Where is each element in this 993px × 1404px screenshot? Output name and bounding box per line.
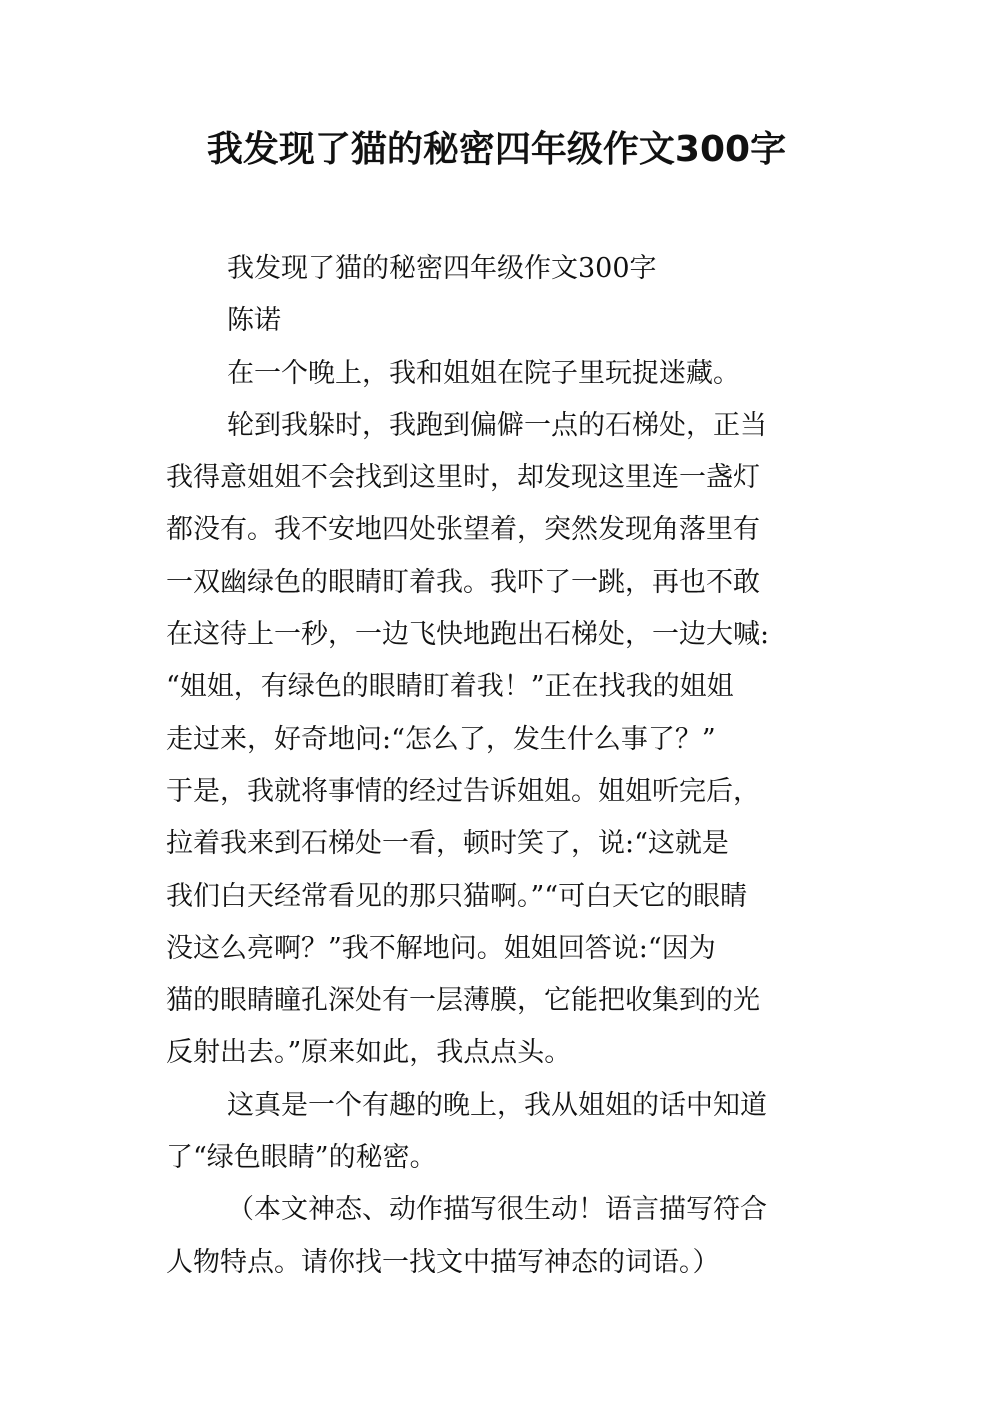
paragraph-line: 于是，我就将事情的经过告诉姐姐。姐姐听完后， (166, 775, 760, 807)
author-name: 陈诺 (227, 305, 281, 337)
paragraph-line: 了“绿色眼睛”的秘密。 (166, 1142, 437, 1174)
subtitle-text: 我发现了猫的秘密四年级作文300字 (227, 253, 657, 284)
paragraph-line: 反射出去。”原来如此，我点点头。 (166, 1037, 572, 1069)
paragraph-line: 我们白天经常看见的那只猫啊。”“可白天它的眼睛 (166, 880, 748, 912)
paragraph-line: 猫的眼睛瞳孔深处有一层薄膜，它能把收集到的光 (166, 985, 760, 1017)
paragraph-line: 在一个晚上，我和姐姐在院子里玩捉迷藏。 (227, 357, 740, 389)
paragraph-line: 没这么亮啊？”我不解地问。姐姐回答说:“因为 (166, 932, 716, 964)
paragraph-1 (166, 348, 834, 400)
paragraph-line: 在这待上一秒，一边飞快地跑出石梯处，一边大喊: (166, 619, 770, 651)
document-body (166, 243, 834, 1289)
teacher-comment (166, 1184, 834, 1289)
subtitle-line (166, 243, 834, 295)
paragraph-line: 这真是一个有趣的晚上，我从姐姐的话中知道 (227, 1089, 767, 1121)
author-line (166, 295, 834, 347)
paragraph-2 (166, 400, 834, 1080)
paragraph-line: （本文神态、动作描写很生动！语言描写符合 (227, 1194, 767, 1226)
paragraph-line: 都没有。我不安地四处张望着，突然发现角落里有 (166, 514, 760, 546)
paragraph-line: 我得意姐姐不会找到这里时，却发现这里连一盏灯 (166, 462, 760, 494)
paragraph-line: 人物特点。请你找一找文中描写神态的词语。） (166, 1246, 720, 1278)
paragraph-line: 拉着我来到石梯处一看，顿时笑了，说:“这就是 (166, 828, 729, 860)
paragraph-line: “姐姐，有绿色的眼睛盯着我！”正在找我的姐姐 (166, 671, 734, 703)
document-title: 我发现了猫的秘密四年级作文300字 (206, 129, 787, 170)
paragraph-3 (166, 1080, 834, 1185)
paragraph-line: 走过来，好奇地问:“怎么了，发生什么事了？” (166, 723, 716, 755)
paragraph-line: 一双幽绿色的眼睛盯着我。我吓了一跳，再也不敢 (166, 566, 760, 598)
paragraph-line: 轮到我躲时，我跑到偏僻一点的石梯处，正当 (227, 409, 767, 441)
